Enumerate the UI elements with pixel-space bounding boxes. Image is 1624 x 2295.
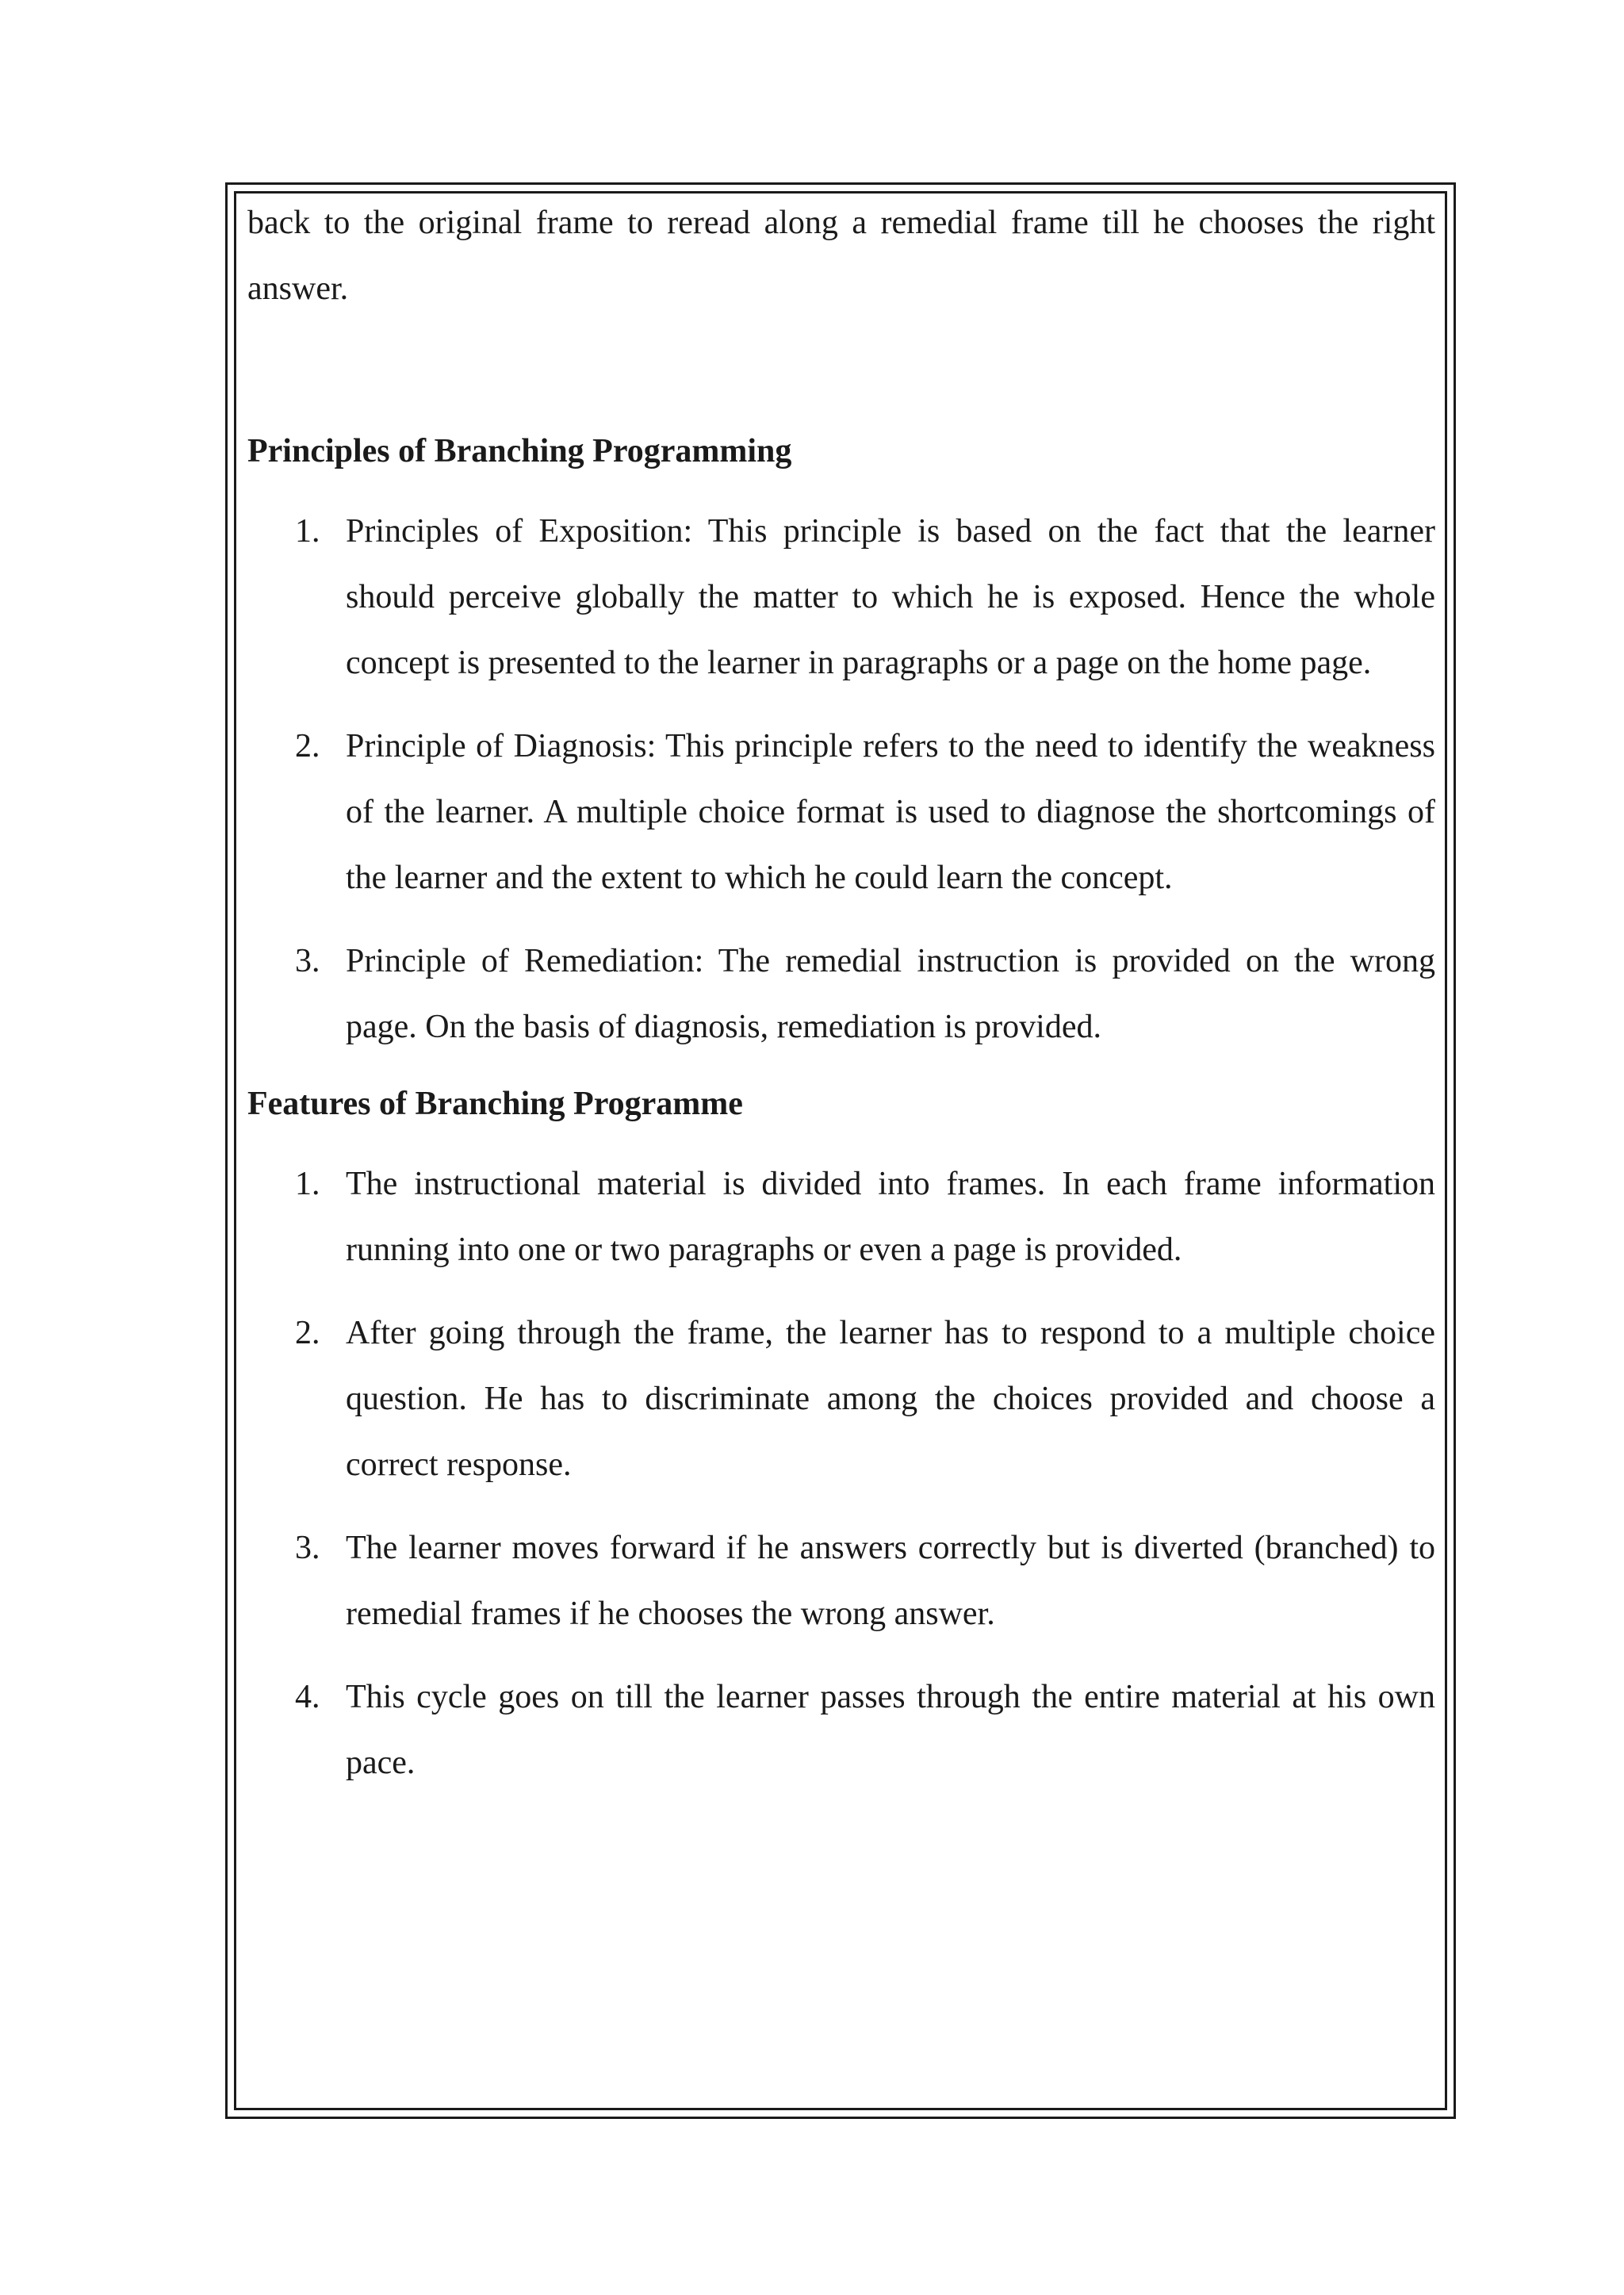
list-item xyxy=(247,1515,1435,1647)
list-text: The learner moves forward if he answers correctly but is diverted (branched) to remedial frames if he chooses the wrong answer. xyxy=(346,1530,1435,1632)
list-item xyxy=(247,929,1435,1060)
features-list xyxy=(247,1151,1435,1796)
list-number: 1. xyxy=(295,513,320,550)
list-number: 1. xyxy=(295,1166,320,1202)
list-text: Principle of Remediation: The remedial instruction is provided on the wrong page. On the basis of diagnosis, remediation is provided. xyxy=(346,943,1435,1045)
list-item xyxy=(247,1665,1435,1796)
intro-paragraph: back to the original frame to reread along a remedial frame till he chooses the right answer. xyxy=(247,205,1435,307)
list-number: 3. xyxy=(295,1530,320,1566)
list-item xyxy=(247,1151,1435,1283)
list-item xyxy=(247,714,1435,911)
list-text: Principles of Exposition: This principle is based on the fact that the learner should perceive globally the matter to which he is exposed. Hence the whole concept is presented to the learner in paragraphs or a page on the home page. xyxy=(346,513,1435,681)
list-number: 2. xyxy=(295,1315,320,1351)
section-heading-features: Features of Branching Programme xyxy=(247,1086,743,1122)
list-item xyxy=(247,1301,1435,1498)
list-text: The instructional material is divided into frames. In each frame information running into one or two paragraphs or even a page is provided. xyxy=(346,1166,1435,1268)
section-heading-principles: Principles of Branching Programming xyxy=(247,433,792,469)
list-text: Principle of Diagnosis: This principle refers to the need to identify the weakness of the learner. A multiple choice format is used to diagnose the shortcomings of the learner and the extent to which he could learn the concept. xyxy=(346,728,1435,896)
page-content xyxy=(247,190,1435,1796)
list-text: After going through the frame, the learner has to respond to a multiple choice question. He has to discriminate among the choices provided and choose a correct response. xyxy=(346,1315,1435,1483)
list-text: This cycle goes on till the learner passes through the entire material at his own pace. xyxy=(346,1679,1435,1781)
principles-list xyxy=(247,499,1435,1060)
list-item xyxy=(247,499,1435,696)
list-number: 4. xyxy=(295,1679,320,1715)
list-number: 3. xyxy=(295,943,320,979)
list-number: 2. xyxy=(295,728,320,764)
spacer xyxy=(247,322,1435,419)
